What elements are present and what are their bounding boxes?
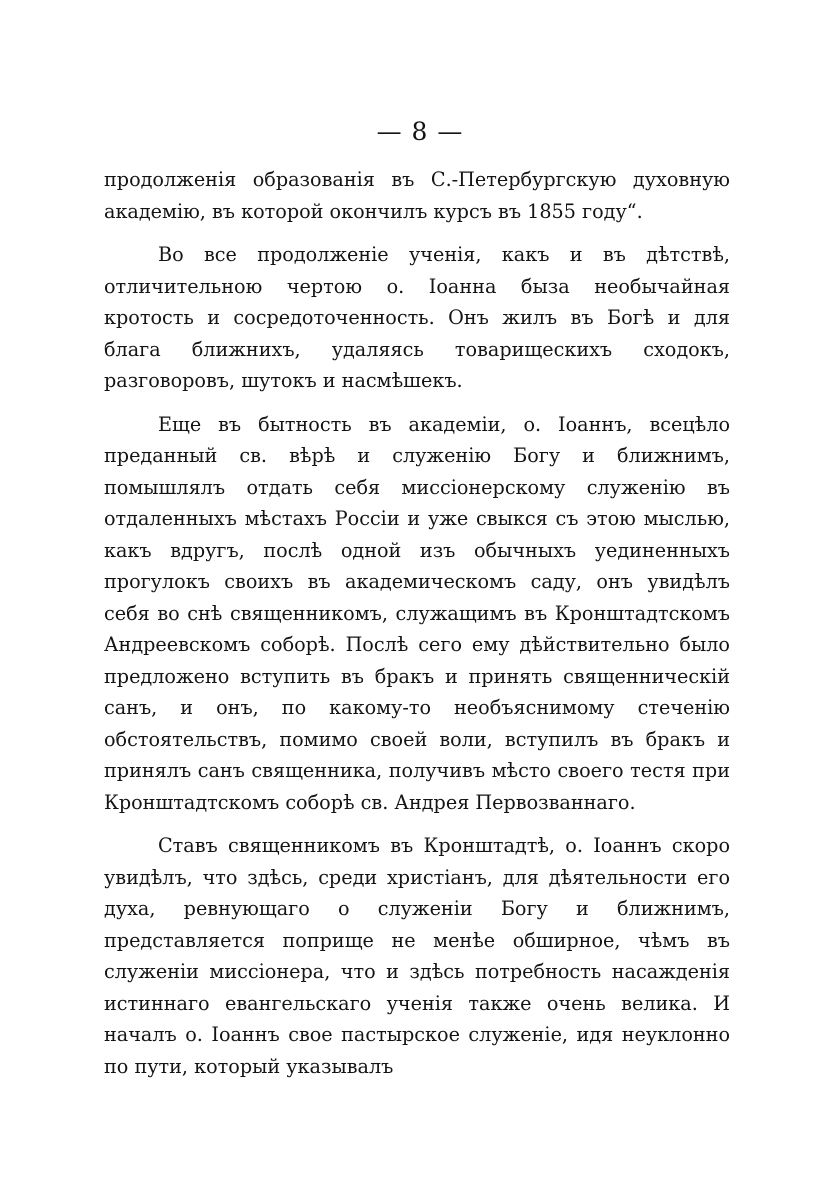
- paragraph-youth-character: Во все продолженіе ученія, какъ и въ дѣтствѣ, отличительною чертою о. Іоанна быза необычайная кротость и сосредоточенность. Онъ жилъ въ Богѣ и для блага ближнихъ, удаляясь товарищескихъ сходокъ, разговоровъ, шутокъ и насмѣшекъ.: [104, 243, 730, 392]
- page-number: — 8 —: [376, 117, 464, 146]
- body-text: [104, 164, 730, 1082]
- paragraph-academy-dream: Еще въ бытность въ академіи, о. Іоаннъ, всецѣло преданный св. вѣрѣ и служенію Богу и ближнимъ, помышлялъ отдать себя миссіонерскому служенію въ отдаленныхъ мѣстахъ Россіи и уже свыкся съ этою мыслью, какъ вдругъ, послѣ одной изъ обычныхъ уединенныхъ прогулокъ своихъ въ академическомъ саду, онъ увидѣлъ себя во снѣ священникомъ, служащимъ въ Кронштадтскомъ Андреевскомъ соборѣ. Послѣ сего ему дѣйствительно было предложено вступить въ бракъ и принять священническій санъ, и онъ, по какому-то необъяснимому стеченію обстоятельствъ, помимо своей воли, вступилъ въ бракъ и принялъ санъ священника, получивъ мѣсто своего тестя при Кронштадтскомъ соборѣ св. Андрея Первозваннаго.: [104, 412, 730, 814]
- paragraph-continuation: продолженія образованія въ С.-Петербургскую духовную академію, въ которой окончилъ курсъ въ 1855 году“.: [104, 168, 730, 223]
- paragraph-kronstadt-ministry: Ставъ священникомъ въ Кронштадтѣ, о. Іоаннъ скоро увидѣлъ, что здѣсь, среди христіанъ, для дѣятельности его духа, ревнующаго о служеніи Богу и ближнимъ, представляется поприще не менѣе обширное, чѣмъ въ служеніи миссіонера, что и здѣсь потребность насажденія истиннаго евангельскаго ученія также очень велика. И началъ о. Іоаннъ свое пастырское служеніе, идя неуклонно по пути, который указывалъ: [104, 834, 730, 1078]
